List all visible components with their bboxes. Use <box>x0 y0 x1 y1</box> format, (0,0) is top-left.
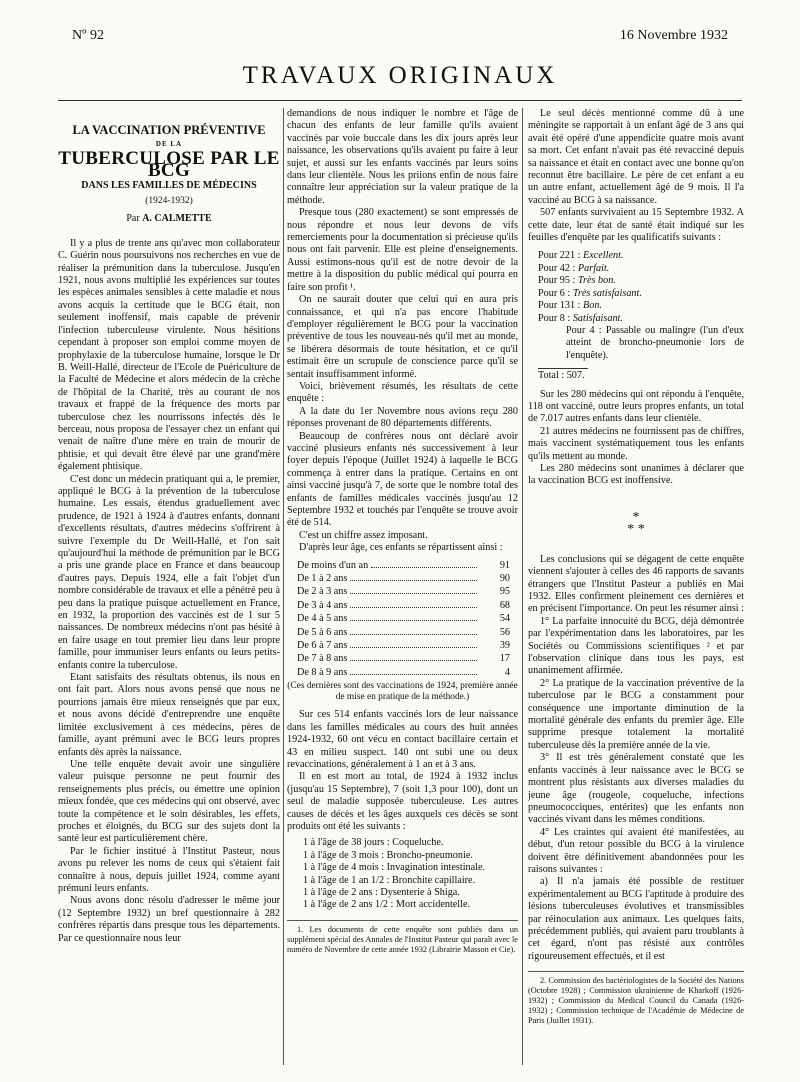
age-row <box>287 585 518 598</box>
dot-leader <box>350 599 477 608</box>
column-2 <box>287 108 518 955</box>
article-title-line-2: DE LA <box>155 140 183 149</box>
dot-leader <box>350 626 477 635</box>
paragraph: 507 enfants survivaient au 15 Septembre 1932. A cette date, leur état de santé était indiqué sur les feuilles d'enquête par les qualificatifs suivants : <box>528 207 744 244</box>
appraisal-count: Pour 6 : <box>538 287 571 299</box>
age-label: De 6 à 7 ans <box>297 640 348 652</box>
death-cause: 1 à l'âge de 4 mois : Invagination intestinale. <box>303 862 486 874</box>
dot-leader <box>350 585 477 594</box>
issue-number: Nº 92 <box>72 28 104 43</box>
footnote-1 <box>287 920 518 955</box>
age-count: 54 <box>499 613 510 625</box>
death-cause: 1 à l'âge de 3 mois : Broncho-pneumonie. <box>303 849 473 861</box>
age-row <box>287 559 518 572</box>
article-title-line-4: DANS LES FAMILLES DE MÉDECINS <box>81 179 257 191</box>
asterism-bottom: * * <box>627 521 645 537</box>
appraisal-row <box>538 288 744 300</box>
article-title-line-3: TUBERCULOSE PAR LE BCG <box>58 147 280 182</box>
article-years: (1924-1932) <box>145 196 193 207</box>
paragraph: Sur ces 514 enfants vaccinés lors de leur naissance dans les familles médicales au cours des huit années 1924-1932, 60 ont vécu en contact bacillaire certain et 43 en milieu suspect. 140 ont subi une ou deux revaccinations, généralement à 1 an et à 3 ans. <box>287 709 518 770</box>
paragraph: Etant satisfaits des résultats obtenus, ils nous en ont fait part. Alors nous avons pensé que nous ne pourrions jamais être mieux renseignés que par eux, et nous avons décidé d'entreprendre une enquête limitée exclusivement à ces médecins, pères de famille, ayant prémuni avec le BCG leurs propres enfants dès après la naissance. <box>58 672 280 758</box>
paragraph: On ne saurait douter que celui qui en aura pris connaissance, et qui n'a pas encore l'habitude d'employer régulièrement le BCG pour la vaccination préventive de tous les nouveau-nés qu'il met au monde, se libérera désormais de toute hésitation, et ce qu'il estimait être un scrupule de conscience parce qu'il se sentait insuffisamment informé. <box>287 294 518 380</box>
article-heading <box>58 124 280 226</box>
paragraph: Il en est mort au total, de 1924 à 1932 inclus (jusqu'au 15 Septembre), 7 (soit 1,3 pour 100), dont un seul de maladie supposée tuberculeuse. Les autres causes de décès et les âges auxquels ces décès se sont produits ont été les suivants : <box>287 771 518 832</box>
age-row <box>287 572 518 585</box>
age-row <box>287 626 518 639</box>
footnote-text: 2. Commission des bactériologistes de la Société des Nations (Octobre 1928) ; Commission ukrainienne de Kharkoff (1926-1932) ; Commission du Medical Council du Canada (1926-1932) ; Commission technique de l'Académie de Médecine de Paris (Juillet 1931). <box>528 976 744 1026</box>
death-causes-list <box>287 837 518 911</box>
dot-leader <box>350 612 477 621</box>
paragraph: 4° Les craintes qui avaient été manifestées, au début, d'un retour possible du BCG à la virulence doivent être définitivement abandonnées pour les raisons suivantes : <box>528 826 744 875</box>
age-count: 56 <box>499 626 510 638</box>
age-label: De 3 à 4 ans <box>297 599 348 611</box>
age-label: De 1 à 2 ans <box>297 573 348 585</box>
age-count: 4 <box>504 666 510 678</box>
paragraph: Beaucoup de confrères nous ont déclaré avoir vacciné plusieurs enfants nés successivement à leur foyer depuis l'époque (Juillet 1924) à laquelle le BCG commença à entrer dans la pratique. Certains en ont ainsi vacciné jusqu'à 7, de sorte que le nombre total des enfants de familles médicales vaccinés jusqu'au 12 Septembre 1932 et touchés par l'enquête se trouve avoir été de 514. <box>287 430 518 529</box>
paragraph: Le seul décès mentionné comme dû à une méningite se rapportait à un enfant âgé de 3 ans qui avait été opéré d'une appendicite quatre mois avant sa mort. Cet enfant n'avait pas été revacciné depuis sa naissance et était en contact avec une bonne qu'on reconnut être bacillaire. Le père de cet enfant a eu un autre enfant, actuellement âgé de 9 mois. Il l'a vacciné au BCG à sa naissance. <box>528 108 744 206</box>
dot-leader <box>350 572 477 581</box>
paragraph: a) Il n'a jamais été possible de restituer expérimentalement au BCG l'aptitude à produire des lésions tuberculeuses évolutives et transmissibles par réinoculation aux animaux. Les quelques faits, précédemment publiés, qui avaient paru troublants à cet égard, n'ont pas résisté aux contrôles rigoureusement effectués, et il est <box>528 876 744 962</box>
appraisal-row <box>538 250 744 262</box>
dot-leader <box>371 559 477 568</box>
footnote-2 <box>528 971 744 1026</box>
section-break <box>528 509 744 537</box>
column-rule-1 <box>283 108 284 1065</box>
appraisal-count: Pour 95 : <box>538 275 576 287</box>
appraisal-count: Pour 221 : <box>538 250 581 262</box>
age-label: De moins d'un an <box>297 559 369 571</box>
paragraph: Une telle enquête devait avoir une singulière valeur puisque personne ne peut fournir des renseignements plus précis, ou émettre une opinion mieux fondée, que ces médecins qui ont observé, avec toute la compétence et le soin désirables, les effets, proches et éloignés, du BCG sur des sujets dont la santé leur est particulièrement chère. <box>58 758 280 845</box>
death-cause: 1 à l'âge de 2 ans : Dysenterie à Shiga. <box>303 886 460 898</box>
age-count: 39 <box>499 640 510 652</box>
appraisal-text: Bon. <box>583 300 602 312</box>
appraisal-text: Passable ou malingre (l'un d'eux atteint de broncho-pneumonie lors de l'enquête). <box>566 324 745 361</box>
age-distribution-table <box>287 559 518 680</box>
age-label: De 7 à 8 ans <box>297 653 348 665</box>
appraisal-row <box>538 263 744 275</box>
dot-leader <box>350 652 477 661</box>
appraisal-text: Excellent. <box>583 250 624 262</box>
paragraph: Il y a plus de trente ans qu'avec mon collaborateur C. Guérin nous poursuivons nos recherches en vue de réaliser la prémunition dans la tuberculose. Jusqu'en 1921, nous avons multiplié les expériences sur toutes les espèces animales sensibles à cette maladie et nous avons acquis la certitude que le BCG était, non seulement inoffensif, mais capable de prévenir l'infection tuberculeuse virulente. Nous hésitions cependant à proposer son emploi comme moyen de prophylaxie de la tuberculose humaine, lorsque le Dr B. Weill-Hallé, directeur de l'Ecole de Puériculture de la Faculté de Médecine et alors médecin de la crèche de l'hôpital de la Charité, très au courant de nos travaux et frappé de la fréquence des morts par tuberculose chez les nourrissons infectés dès le berceau, nous proposa de l'essayer chez un enfant qui venait de naître d'une mère en train de mourir de phtisie, et qui devait être élevé par une grand'mère également phtisique. <box>58 237 280 473</box>
appraisal-text: Très satisfaisant. <box>572 287 642 299</box>
paragraph: 2° La pratique de la vaccination préventive de la tuberculose par le BCG a constamment pour conséquence une importante diminution de la mortalité générale des enfants du premier âge. Elle supprime presque totalement la mortalité tuberculeuse dès la première année de la vie. <box>528 677 744 751</box>
paragraph: Sur les 280 médecins qui ont répondu à l'enquête, 118 ont vacciné, outre leurs propres enfants, un total de 7.017 autres enfants dans leur clientèle. <box>528 388 744 425</box>
header-rule <box>58 100 742 101</box>
age-row <box>287 599 518 612</box>
paragraph: C'est donc un médecin pratiquant qui a, le premier, appliqué le BCG à la prévention de la tuberculose humaine. Les essais, étendus graduellement avec prudence, de 1921 à 1924 à d'autres enfants, donnant d'excellents résultats, d'autres médecins s'offrirent à suivre l'exemple du Dr Weill-Hallé, et l'on sait qu'aujourd'hui la méthode de prémunition par le BCG a pris une grande place en France et dans beaucoup d'autres pays. Depuis 1924, elle a fait l'objet d'un nombre considérable de travaux et elle a pénétré peu à peu dans la pratique puisque actuellement en France, en 1932, la proportion des vaccinés est de 1 sur 5 naissances. De nombreux médecins n'ont pas hésité à en faire usage en tout premier lieu dans leur propre famille, pour immuniser leurs enfants ou leurs petits-enfants contre la tuberculose. <box>58 473 280 671</box>
paragraph: Presque tous (280 exactement) se sont empressés de nous répondre et nous leur devons de vifs remerciements pour la documentation si précieuse qu'ils nous ont fait parvenir. Elle est pleine d'enseignements. Aussi estimons-nous qu'il est de notre devoir de la mettre à la disposition du public médical qui pourra en faire son profit ¹. <box>287 207 518 293</box>
paragraph: 1° La parfaite innocuité du BCG, déjà démontrée par l'expérimentation dans les laboratoires, par les Sociétés ou Commissions scientifiques ² et par l'observation clinique dans tous les pays, est unanimement affirmée. <box>528 615 744 677</box>
article-byline <box>58 213 280 225</box>
death-cause: 1 à l'âge de 1 an 1/2 : Bronchite capillaire. <box>303 874 476 886</box>
dot-leader <box>350 666 477 675</box>
appraisal-count: Pour 42 : <box>538 262 576 274</box>
table-note: (Ces dernières sont des vaccinations de 1924, première année de mise en pratique de la méthode.) <box>287 681 518 703</box>
age-row <box>287 639 518 652</box>
appraisal-count: Pour 8 : <box>538 312 571 324</box>
appraisal-count: Pour 131 : <box>538 300 581 312</box>
paragraph: demandions de nous indiquer le nombre et l'âge de chacun des enfants de leur famille qu'ils avaient vaccinés par voie buccale dans les dix jours après leur naissance, les observations qu'ils avaient pu faire à leur sujet, et aussi sur les enfants vaccinés par leurs soins dans leur clientèle. Nous les priions enfin de nous faire connaître leur appréciation sur la valeur pratique de la méthode. <box>287 108 518 206</box>
appraisal-total: Total : 507. <box>538 368 588 382</box>
column-3 <box>528 108 744 1026</box>
age-label: De 4 à 5 ans <box>297 613 348 625</box>
paragraph: Les 280 médecins sont unanimes à déclarer que la vaccination BCG est inoffensive. <box>528 462 744 487</box>
death-cause: 1 à l'âge de 38 jours : Coqueluche. <box>303 837 444 849</box>
age-count: 17 <box>499 653 510 665</box>
appraisal-row <box>538 275 744 287</box>
footnote-text: 1. Les documents de cette enquête sont publiés dans un supplément spécial des Annales de l'Institut Pasteur qui paraît avec le numéro de Novembre de cette année 1932 (Librairie Masson et Cie). <box>287 924 518 954</box>
column-rule-2 <box>522 108 523 1065</box>
paragraph: Les conclusions qui se dégagent de cette enquête viennent s'ajouter à celles des 46 rapports de savants étrangers que l'Institut Pasteur a publiés en Mai 1932. Elles confirment pleinement ces dernières et en précisent l'importance. On peut les résumer ainsi : <box>528 553 744 615</box>
age-label: De 5 à 6 ans <box>297 626 348 638</box>
appraisal-row <box>538 300 744 312</box>
paragraph: D'après leur âge, ces enfants se répartissent ainsi : <box>299 542 503 554</box>
appraisal-text: Satisfaisant. <box>572 312 623 324</box>
column-1 <box>58 108 280 945</box>
age-count: 90 <box>499 573 510 585</box>
age-row <box>287 612 518 625</box>
age-count: 95 <box>499 586 510 598</box>
paragraph: A la date du 1er Novembre nous avions reçu 280 réponses provenant de 80 départements différents. <box>287 405 518 430</box>
author: A. CALMETTE <box>142 213 212 225</box>
appraisal-text: Parfait. <box>577 262 610 274</box>
issue-date: 16 Novembre 1932 <box>619 28 728 43</box>
paragraph: Par le fichier institué à l'Institut Pasteur, nous avons pu relever les noms de ceux qui s'étaient fait connaître à nous, depuis juillet 1924, comme ayant prémuni leurs enfants. <box>58 845 280 894</box>
health-appraisal-list <box>538 250 744 362</box>
appraisal-text: Très bon. <box>577 275 616 287</box>
age-row <box>287 666 518 679</box>
byline-prefix: Par <box>126 213 140 225</box>
dot-leader <box>350 639 477 648</box>
asterism-top: * <box>632 509 640 525</box>
paragraph: 21 autres médecins ne fournissent pas de chiffres, mais vaccinent systématiquement tous les enfants qu'ils mettent au monde. <box>528 425 744 462</box>
section-title: TRAVAUX ORIGINAUX <box>242 62 558 89</box>
paragraph: Voici, brièvement résumés, les résultats de cette enquête : <box>287 380 518 405</box>
appraisal-count: Pour 4 : <box>566 324 602 336</box>
paragraph: 3° Il est très généralement constaté que les enfants vaccinés à leur naissance avec le BCG se montrent plus résistants aux diverses maladies du jeune âge (rougeole, coqueluche, infections pneumococciques, entérites) que les enfants non vaccinés vivant dans les mêmes conditions. <box>528 752 744 826</box>
age-count: 91 <box>499 559 510 571</box>
appraisal-row <box>538 313 744 325</box>
paragraph: Nous avons donc résolu d'adresser le même jour (12 Septembre 1932) un bref questionnaire à 282 confrères répartis dans presque tous les départements. Par ce questionnaire nous leur <box>58 895 280 944</box>
death-cause: 1 à l'âge de 2 ans 1/2 : Mort accidentelle. <box>303 899 471 911</box>
appraisal-row <box>538 325 744 362</box>
paragraph: C'est un chiffre assez imposant. <box>299 529 428 541</box>
age-label: De 2 à 3 ans <box>297 586 348 598</box>
age-row <box>287 652 518 665</box>
age-count: 68 <box>499 599 510 611</box>
age-label: De 8 à 9 ans <box>297 666 348 678</box>
article-title-line-1: LA VACCINATION PRÉVENTIVE <box>72 123 266 137</box>
